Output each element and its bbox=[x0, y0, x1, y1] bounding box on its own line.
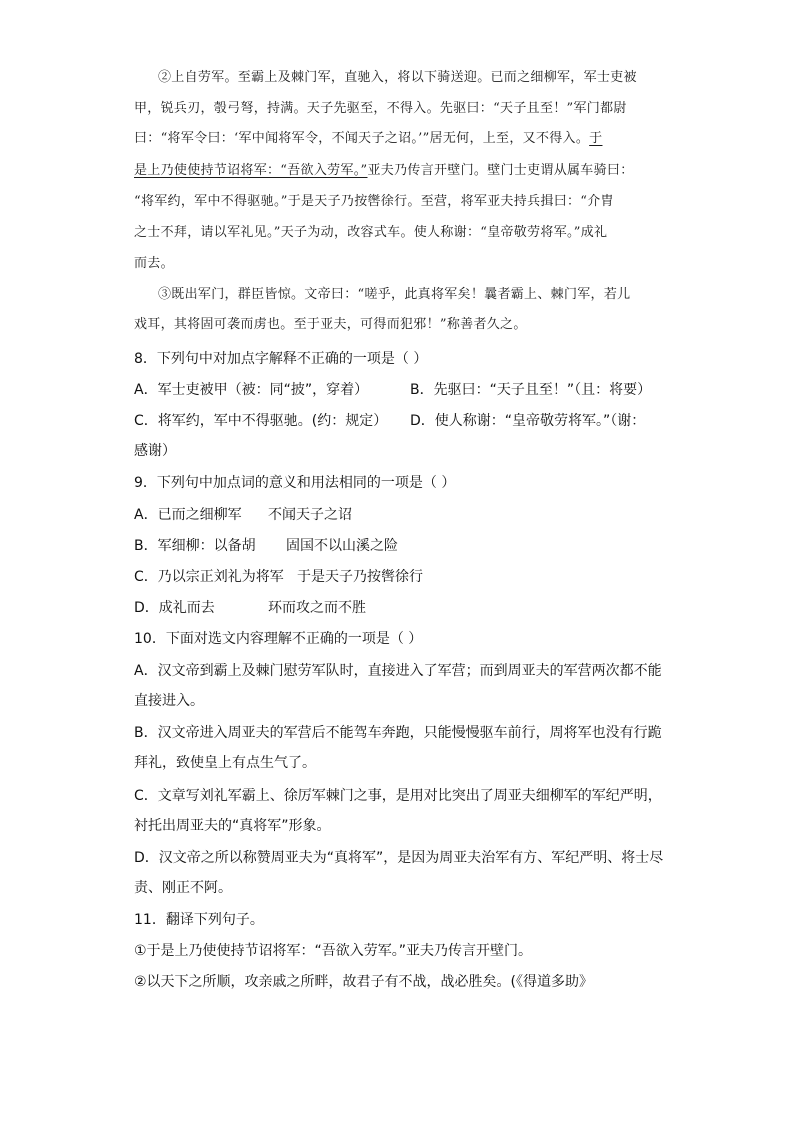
passage-p2-line-7: 而去。 bbox=[134, 256, 174, 271]
question-9-option-b-right: 固国不以山溪之险 bbox=[286, 538, 398, 554]
question-8-stem: 8．下列句中对加点字解释不正确的一项是（ ） bbox=[134, 351, 428, 367]
question-10-option-c: C．文章写刘礼军霸上、徐厉军棘门之事，是用对比突出了周亚夫细柳军的军纪严明， bbox=[134, 788, 662, 804]
question-8-option-d: D．使人称谢：“皇帝敬劳将军。”（谢： bbox=[410, 413, 646, 429]
question-10-option-d-cont: 责、刚正不阿。 bbox=[134, 880, 232, 896]
underlined-phrase-start: 于 bbox=[589, 131, 603, 146]
question-8-option-b: B．先驱曰：“天子且至！”（且：将要） bbox=[410, 382, 652, 398]
passage-p3-line-1: ③既出军门，群臣皆惊。文帝曰：“嗟乎，此真将军矣！曩者霸上、棘门军，若儿 bbox=[158, 287, 631, 302]
question-9-option-a-right: 不闻天子之诏 bbox=[268, 507, 352, 523]
question-10-option-b: B．汉文帝进入周亚夫的军营后不能驾车奔跑，只能慢慢驱车前行，周将军也没有行跪 bbox=[134, 725, 662, 741]
underlined-phrase: 是上乃使使持节诏将军：“吾欲入劳军。” bbox=[134, 163, 368, 178]
passage-p2-line-5: “将军约，军中不得驱驰。”于是天子乃按辔徐行。至营，将军亚夫持兵揖曰：“介胄 bbox=[134, 194, 614, 209]
passage-p2-line-3 bbox=[134, 127, 602, 146]
question-9-option-c-right: 于是天子乃按辔徐行 bbox=[297, 569, 423, 585]
question-10-stem: 10．下面对选文内容理解不正确的一项是（ ） bbox=[134, 631, 423, 647]
passage-p3-line-2: 戏耳，其将固可袭而虏也。至于亚夫，可得而犯邪！”称善者久之。 bbox=[134, 317, 527, 332]
question-9-option-d-left: D．成礼而去 bbox=[134, 600, 215, 616]
passage-p2-line-6: 之士不拜，请以军礼见。”天子为动，改容式车。使人称谢：“皇帝敬劳将军。”成礼 bbox=[134, 225, 608, 240]
question-11-sentence-2: ②以天下之所顺，攻亲戚之所畔，故君子有不战，战必胜矣。(《得道多助》 bbox=[134, 974, 594, 990]
question-9-stem: 9．下列句中加点词的意义和用法相同的一项是（ ） bbox=[134, 475, 456, 491]
question-11-stem: 11．翻译下列句子。 bbox=[134, 912, 264, 928]
passage-p2-line-2: 甲，锐兵刃，彀弓弩，持满。天子先驱至，不得入。先驱曰：“天子且至！”军门都尉 bbox=[134, 101, 627, 116]
question-10-option-a-cont: 直接进入。 bbox=[134, 693, 204, 709]
question-9-option-b-left: B．军细柳：以备胡 bbox=[134, 538, 256, 554]
question-10-option-d: D．汉文帝之所以称赞周亚夫为“真将军”，是因为周亚夫治军有方、军纪严明、将士尽 bbox=[134, 850, 664, 866]
question-10-option-b-cont: 拜礼，致使皇上有点生气了。 bbox=[134, 755, 316, 771]
passage-p2-line-1: ②上自劳军。至霸上及棘门军，直驰入，将以下骑送迎。已而之细柳军，军士吏被 bbox=[158, 70, 637, 85]
question-10-option-a: A．汉文帝到霸上及棘门慰劳军队时，直接进入了军营；而到周亚夫的军营两次都不能 bbox=[134, 663, 662, 679]
question-11-sentence-1: ①于是上乃使使持节诏将军：“吾欲入劳军。”亚夫乃传言开壁门。 bbox=[134, 943, 533, 959]
question-9-option-a-left: A．已而之细柳军 bbox=[134, 507, 242, 523]
passage-p2-line-3-text: 曰：“将军令曰：‘军中闻将军令，不闻天子之诏。’”居无何，上至，又不得入。 bbox=[134, 131, 590, 146]
passage-p2-line-4 bbox=[134, 159, 634, 178]
question-8-option-a: A．军士吏被甲（被：同“披”，穿着） bbox=[134, 382, 369, 398]
question-8-option-c: C．将军约，军中不得驱驰。(约：规定） bbox=[134, 413, 388, 429]
question-10-option-c-cont: 衬托出周亚夫的“真将军”形象。 bbox=[134, 818, 331, 834]
question-9-option-d-right: 环而攻之而不胜 bbox=[268, 600, 366, 616]
question-9-option-c-left: C．乃以宗正刘礼为将军 bbox=[134, 569, 284, 585]
passage-p2-line-4-text: 亚夫乃传言开壁门。壁门士吏谓从属车骑曰： bbox=[367, 163, 634, 178]
question-8-option-d-cont: 感谢） bbox=[134, 443, 176, 459]
